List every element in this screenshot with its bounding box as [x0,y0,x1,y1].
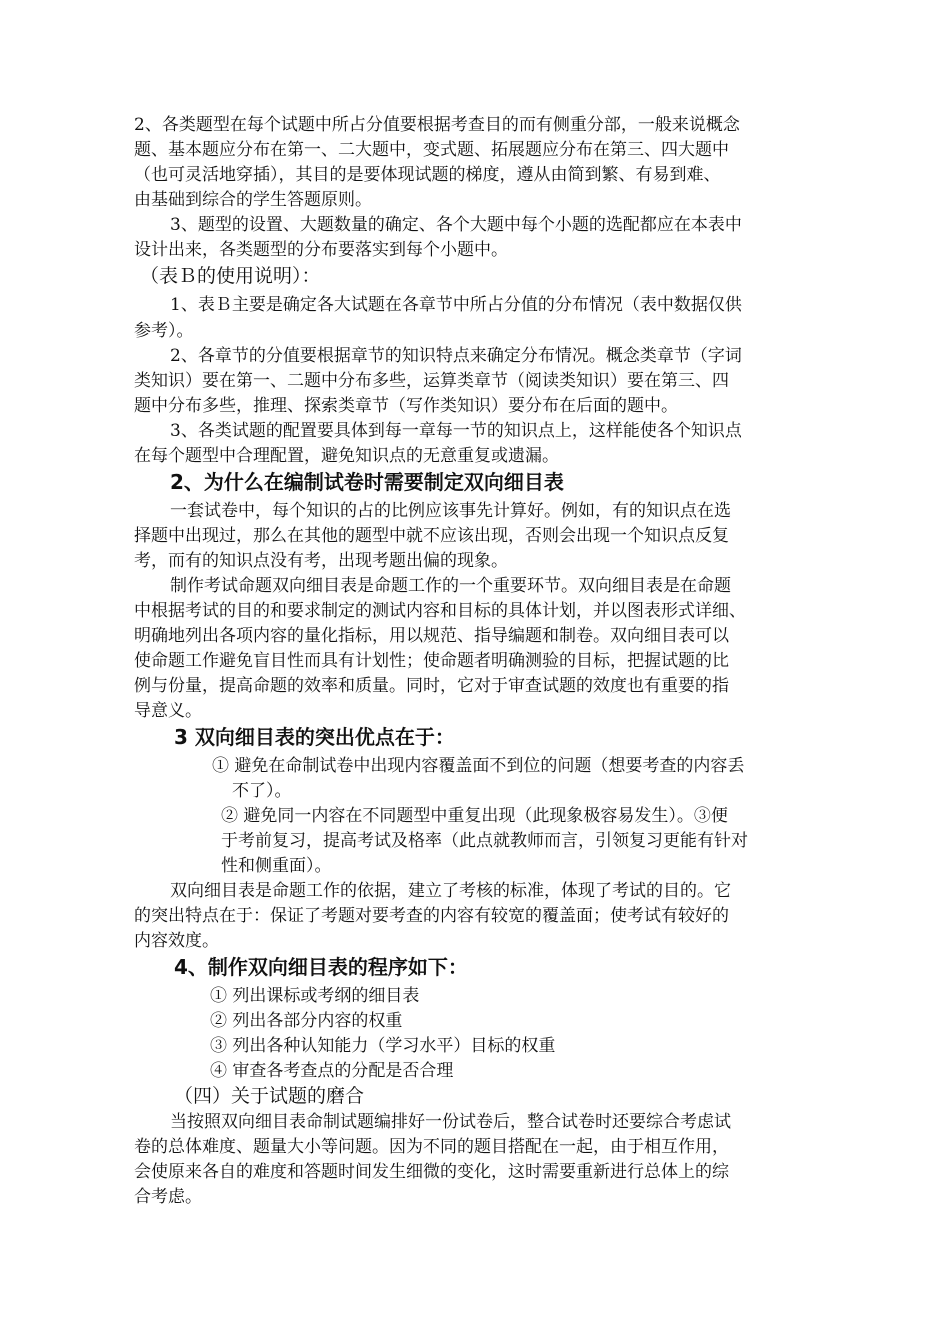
text-line: 明确地列出各项内容的量化指标，用以规范、指导编题和制卷。双向细目表可以 [134,626,729,646]
step-item: ① 列出课标或考纲的细目表 [210,986,420,1006]
text-line: 题、基本题应分布在第一、二大题中，变式题、拓展题应分布在第三、四大题中 [134,140,729,160]
text-line: 设计出来，各类题型的分布要落实到每个小题中。 [134,240,508,260]
tableB-usage-heading: （表Ｂ的使用说明）： [140,265,321,287]
text-line: 择题中出现过，那么在其他的题型中就不应该出现，否则会出现一个知识点反复 [134,526,729,546]
text-line: 类知识）要在第一、二题中分布多些，运算类章节（阅读类知识）要在第三、四 [134,371,729,391]
section-heading: 3 双向细目表的突出优点在于： [174,725,455,749]
text-line: 卷的总体难度、题量大小等问题。因为不同的题目搭配在一起，由于相互作用， [134,1137,729,1157]
text-line: 双向细目表是命题工作的依据，建立了考核的标准，体现了考试的目的。它 [170,881,731,901]
text-line: 当按照双向细目表命制试题编排好一份试卷后，整合试卷时还要综合考虑试 [170,1112,731,1132]
text-line: 由基础到综合的学生答题原则。 [134,190,372,210]
section-heading: （四）关于试题的磨合 [174,1085,365,1107]
text-line: 不了）。 [232,781,292,801]
text-line: 使命题工作避免盲目性而具有计划性；使命题者明确测验的目标，把握试题的比 [134,651,729,671]
text-line: 3、各类试题的配置要具体到每一章每一节的知识点上，这样能使各个知识点 [170,421,742,441]
text-line: 2、各类题型在每个试题中所占分值要根据考查目的而有侧重分部，一般来说概念 [134,115,740,135]
advantage-item: ① 避免在命制试卷中出现内容覆盖面不到位的问题（想要考查的内容丢 [212,756,745,776]
section-heading: 4、制作双向细目表的程序如下： [174,955,468,979]
text-line: 中根据考试的目的和要求制定的测试内容和目标的具体计划，并以图表形式详细、 [134,601,746,621]
text-line: 3、题型的设置、大题数量的确定、各个大题中每个小题的选配都应在本表中 [170,215,742,235]
text-line: （也可灵活地穿插），其目的是要体现试题的梯度，遵从由简到繁、有易到难、 [134,165,721,185]
text-line: 会使原来各自的难度和答题时间发生细微的变化，这时需要重新进行总体上的综 [134,1162,729,1182]
step-item: ③ 列出各种认知能力（学习水平）目标的权重 [210,1036,556,1056]
text-line: 参考）。 [134,321,194,341]
text-line: 题中分布多些，推理、探索类章节（写作类知识）要分布在后面的题中。 [134,396,678,416]
advantage-item: ② 避免同一内容在不同题型中重复出现（此现象极容易发生）。③便 [221,806,728,826]
text-line: 在每个题型中合理配置，避免知识点的无意重复或遗漏。 [134,446,559,466]
text-line: 于考前复习，提高考试及格率（此点就教师而言，引领复习更能有针对 [221,831,748,851]
text-line: 2、各章节的分值要根据章节的知识特点来确定分布情况。概念类章节（字词 [170,346,742,366]
text-line: 合考虑。 [134,1187,202,1207]
text-line: 1、表Ｂ主要是确定各大试题在各章节中所占分值的分布情况（表中数据仅供 [170,295,742,315]
text-line: 制作考试命题双向细目表是命题工作的一个重要环节。双向细目表是在命题 [170,576,731,596]
text-line: 一套试卷中，每个知识的占的比例应该事先计算好。例如，有的知识点在选 [170,501,731,521]
text-line: 考，而有的知识点没有考，出现考题出偏的现象。 [134,551,508,571]
text-line: 内容效度。 [134,931,219,951]
text-line: 性和侧重面）。 [221,856,332,876]
text-line: 的突出特点在于：保证了考题对要考查的内容有较宽的覆盖面；使考试有较好的 [134,906,729,926]
step-item: ② 列出各部分内容的权重 [210,1011,403,1031]
text-line: 导意义。 [134,701,202,721]
step-item: ④ 审查各考查点的分配是否合理 [210,1061,454,1081]
text-line: 例与份量，提高命题的效率和质量。同时，它对于审查试题的效度也有重要的指 [134,676,729,696]
section-heading: 2、为什么在编制试卷时需要制定双向细目表 [170,470,564,494]
